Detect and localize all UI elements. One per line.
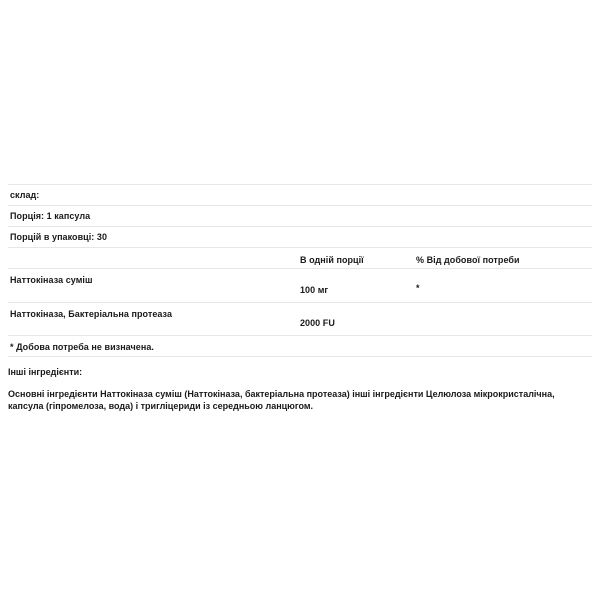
ingredient-name: Наттокіназа, Бактеріальна протеаза: [10, 309, 172, 319]
other-ingredients-title: Інші інгредієнти:: [8, 367, 83, 377]
other-ingredients-text: Основні інгредієнти Наттокіназа суміш (Наттокіназа, бактеріальна протеаза) інші інгредієнти Целюлоза мікрокристалічна, капсула (гіпромелоза, вода) і тригліцериди із середньою ланцюгом.: [8, 389, 555, 411]
composition-title: склад:: [8, 184, 592, 205]
table-header-row: [8, 247, 592, 268]
other-ingredients-section: [8, 366, 592, 412]
ingredient-name: Наттокіназа суміш: [10, 275, 93, 285]
supplement-facts-table: [8, 184, 592, 357]
column-header-per-serving: В одній порції: [300, 255, 364, 265]
table-row: [8, 268, 592, 302]
ingredient-daily-value: *: [416, 283, 420, 293]
column-header-daily-value: % Від добової потреби: [416, 255, 520, 265]
ingredient-amount: 2000 FU: [300, 318, 335, 328]
servings-per-container: Порцій в упаковці: 30: [8, 226, 592, 247]
footnote: * Добова потреба не визначена.: [8, 335, 592, 357]
table-row: [8, 302, 592, 335]
serving-size: Порція: 1 капсула: [8, 205, 592, 226]
ingredient-amount: 100 мг: [300, 285, 329, 295]
